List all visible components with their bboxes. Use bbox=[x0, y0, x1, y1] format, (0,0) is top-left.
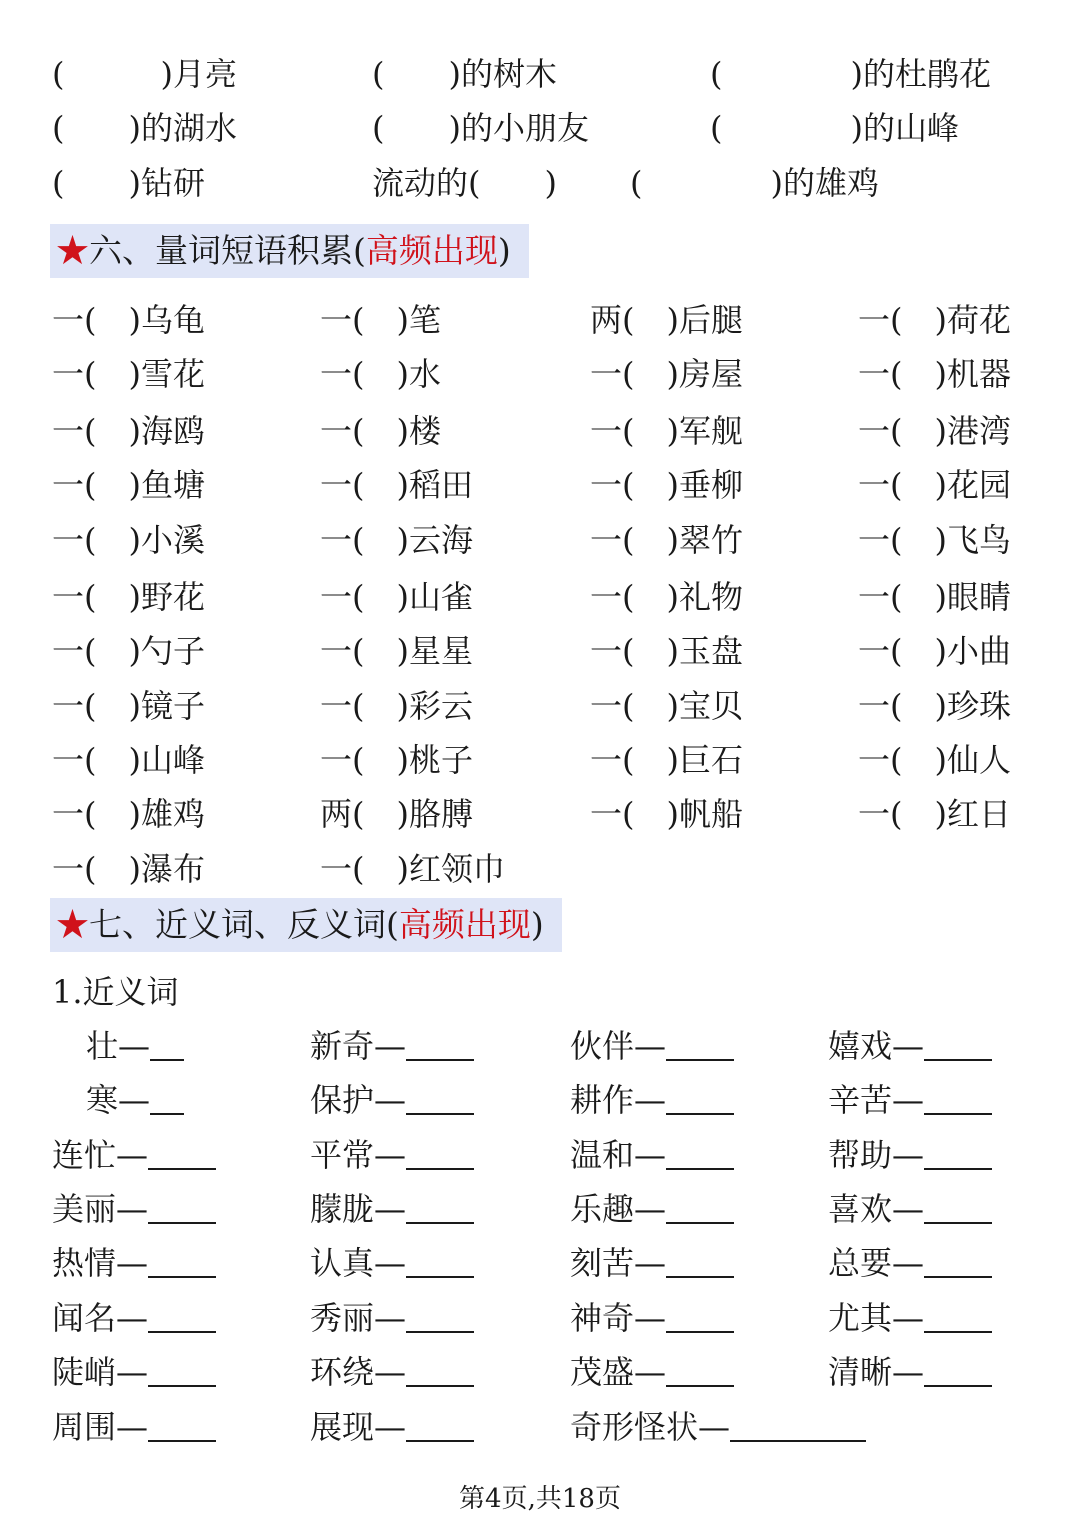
synonym-word: 乐趣— bbox=[570, 1190, 667, 1228]
synonym-item bbox=[828, 1236, 992, 1290]
answer-blank[interactable] bbox=[924, 1138, 992, 1170]
answer-blank[interactable] bbox=[406, 1301, 474, 1333]
synonym-row bbox=[0, 1400, 1080, 1454]
adj-row bbox=[0, 47, 1080, 101]
measure-row bbox=[0, 347, 1080, 401]
answer-blank[interactable] bbox=[666, 1138, 734, 1170]
measure-row bbox=[0, 404, 1080, 458]
synonym-item bbox=[310, 1182, 474, 1236]
measure-item: 一( )楼 bbox=[320, 412, 441, 450]
synonym-row bbox=[0, 1182, 1080, 1236]
measure-item: 一( )帆船 bbox=[590, 795, 743, 833]
synonym-item bbox=[828, 1073, 992, 1127]
synonym-item bbox=[52, 1291, 216, 1345]
star-icon: ★ bbox=[56, 231, 89, 270]
answer-blank[interactable] bbox=[150, 1029, 184, 1061]
synonym-item bbox=[310, 1019, 474, 1073]
heading-highlight: 高频出现 bbox=[365, 231, 498, 270]
measure-row bbox=[0, 293, 1080, 347]
synonym-word: 寒— bbox=[86, 1081, 151, 1119]
synonym-item bbox=[570, 1400, 866, 1454]
heading-title: 六、量词短语积累( bbox=[89, 231, 366, 270]
fill-item: ( )的杜鹃花 bbox=[710, 55, 991, 93]
synonym-item bbox=[86, 1019, 184, 1073]
measure-item: 一( )珍珠 bbox=[858, 687, 1011, 725]
synonym-item bbox=[52, 1345, 216, 1399]
synonym-word: 热情— bbox=[52, 1244, 149, 1282]
measure-item: 一( )勺子 bbox=[52, 632, 205, 670]
measure-item: 一( )星星 bbox=[320, 632, 473, 670]
synonym-word: 茂盛— bbox=[570, 1353, 667, 1391]
synonym-word: 清晰— bbox=[828, 1353, 925, 1391]
synonym-word: 嬉戏— bbox=[828, 1027, 925, 1065]
measure-item: 一( )机器 bbox=[858, 355, 1011, 393]
measure-item: 一( )巨石 bbox=[590, 741, 743, 779]
adj-row bbox=[0, 156, 1080, 210]
section-seven-heading bbox=[50, 898, 562, 952]
heading-highlight: 高频出现 bbox=[398, 905, 531, 944]
measure-item: 两( )后腿 bbox=[590, 301, 743, 339]
fill-item: 流动的( ) bbox=[372, 164, 557, 202]
synonyms-label: 1.近义词 bbox=[52, 973, 179, 1011]
synonym-word: 环绕— bbox=[310, 1353, 407, 1391]
measure-item: 一( )宝贝 bbox=[590, 687, 743, 725]
answer-blank[interactable] bbox=[406, 1138, 474, 1170]
measure-item: 一( )雄鸡 bbox=[52, 795, 205, 833]
fill-item: ( )的湖水 bbox=[52, 109, 237, 147]
fill-item: ( )的山峰 bbox=[710, 109, 959, 147]
answer-blank[interactable] bbox=[666, 1246, 734, 1278]
synonym-item bbox=[570, 1345, 734, 1399]
measure-item: 一( )彩云 bbox=[320, 687, 473, 725]
heading-close: ) bbox=[497, 231, 511, 270]
answer-blank[interactable] bbox=[150, 1083, 184, 1115]
measure-item: 一( )海鸥 bbox=[52, 412, 205, 450]
adj-row bbox=[0, 101, 1080, 155]
answer-blank[interactable] bbox=[406, 1083, 474, 1115]
synonym-item bbox=[52, 1236, 216, 1290]
synonym-item bbox=[52, 1182, 216, 1236]
heading-title: 七、近义词、反义词( bbox=[89, 905, 399, 944]
star-icon: ★ bbox=[56, 905, 89, 944]
measure-item: 一( )瀑布 bbox=[52, 850, 205, 888]
answer-blank[interactable] bbox=[666, 1301, 734, 1333]
synonym-word: 认真— bbox=[310, 1244, 407, 1282]
synonym-item bbox=[310, 1400, 474, 1454]
synonym-word: 壮— bbox=[86, 1027, 151, 1065]
measure-row bbox=[0, 458, 1080, 512]
synonym-word: 秀丽— bbox=[310, 1299, 407, 1337]
measure-item: 一( )礼物 bbox=[590, 578, 743, 616]
measure-item: 一( )稻田 bbox=[320, 466, 473, 504]
answer-blank[interactable] bbox=[666, 1192, 734, 1224]
fill-item: ( )月亮 bbox=[52, 55, 237, 93]
synonym-item bbox=[828, 1019, 992, 1073]
synonym-item bbox=[828, 1128, 992, 1182]
synonym-word: 神奇— bbox=[570, 1299, 667, 1337]
synonym-row bbox=[0, 1128, 1080, 1182]
synonym-row bbox=[0, 1291, 1080, 1345]
measure-item: 一( )桃子 bbox=[320, 741, 473, 779]
measure-item: 一( )山峰 bbox=[52, 741, 205, 779]
answer-blank[interactable] bbox=[148, 1192, 216, 1224]
answer-blank[interactable] bbox=[406, 1355, 474, 1387]
measure-row bbox=[0, 513, 1080, 567]
synonym-row bbox=[0, 1236, 1080, 1290]
measure-row bbox=[0, 679, 1080, 733]
measure-item: 一( )山雀 bbox=[320, 578, 473, 616]
measure-item: 一( )飞鸟 bbox=[858, 521, 1011, 559]
measure-item: 一( )雪花 bbox=[52, 355, 205, 393]
synonym-word: 美丽— bbox=[52, 1190, 149, 1228]
synonym-word: 平常— bbox=[310, 1136, 407, 1174]
synonym-row bbox=[0, 1073, 1080, 1127]
synonym-word: 新奇— bbox=[310, 1027, 407, 1065]
measure-row bbox=[0, 570, 1080, 624]
measure-item: 两( )胳膊 bbox=[320, 795, 473, 833]
synonym-item bbox=[310, 1073, 474, 1127]
synonym-item bbox=[570, 1019, 734, 1073]
synonym-item bbox=[310, 1236, 474, 1290]
answer-blank[interactable] bbox=[924, 1029, 992, 1061]
answer-blank[interactable] bbox=[148, 1355, 216, 1387]
measure-item: 一( )港湾 bbox=[858, 412, 1011, 450]
measure-item: 一( )玉盘 bbox=[590, 632, 743, 670]
measure-item: 一( )荷花 bbox=[858, 301, 1011, 339]
fill-item: ( )的雄鸡 bbox=[630, 164, 879, 202]
synonym-word: 奇形怪状— bbox=[570, 1408, 731, 1446]
measure-item: 一( )翠竹 bbox=[590, 521, 743, 559]
synonym-row bbox=[0, 1345, 1080, 1399]
measure-item: 一( )眼睛 bbox=[858, 578, 1011, 616]
measure-item: 一( )鱼塘 bbox=[52, 466, 205, 504]
measure-item: 一( )垂柳 bbox=[590, 466, 743, 504]
synonym-item bbox=[52, 1400, 216, 1454]
synonym-word: 刻苦— bbox=[570, 1244, 667, 1282]
measure-item: 一( )野花 bbox=[52, 578, 205, 616]
heading-close: ) bbox=[530, 905, 544, 944]
answer-blank[interactable] bbox=[730, 1410, 866, 1442]
answer-blank[interactable] bbox=[406, 1410, 474, 1442]
synonym-item bbox=[310, 1291, 474, 1345]
measure-row bbox=[0, 787, 1080, 841]
synonym-word: 尤其— bbox=[828, 1299, 925, 1337]
answer-blank[interactable] bbox=[406, 1029, 474, 1061]
synonym-word: 周围— bbox=[52, 1408, 149, 1446]
answer-blank[interactable] bbox=[666, 1355, 734, 1387]
answer-blank[interactable] bbox=[406, 1246, 474, 1278]
synonym-item bbox=[828, 1345, 992, 1399]
synonym-item bbox=[570, 1182, 734, 1236]
measure-item: 一( )房屋 bbox=[590, 355, 743, 393]
synonym-item bbox=[570, 1236, 734, 1290]
synonym-word: 保护— bbox=[310, 1081, 407, 1119]
synonym-item bbox=[310, 1128, 474, 1182]
measure-item: 一( )军舰 bbox=[590, 412, 743, 450]
synonym-item bbox=[52, 1128, 216, 1182]
synonym-item bbox=[570, 1128, 734, 1182]
synonym-row bbox=[0, 1019, 1080, 1073]
measure-item: 一( )红日 bbox=[858, 795, 1011, 833]
synonym-item bbox=[310, 1345, 474, 1399]
answer-blank[interactable] bbox=[666, 1083, 734, 1115]
synonym-item bbox=[570, 1073, 734, 1127]
measure-item: 一( )小溪 bbox=[52, 521, 205, 559]
measure-item: 一( )红领巾 bbox=[320, 850, 505, 888]
measure-item: 一( )云海 bbox=[320, 521, 473, 559]
synonym-word: 总要— bbox=[828, 1244, 925, 1282]
measure-item: 一( )镜子 bbox=[52, 687, 205, 725]
measure-item: 一( )笔 bbox=[320, 301, 441, 339]
measure-row bbox=[0, 733, 1080, 787]
measure-item: 一( )水 bbox=[320, 355, 441, 393]
answer-blank[interactable] bbox=[924, 1246, 992, 1278]
fill-item: ( )钻研 bbox=[52, 164, 205, 202]
synonym-word: 辛苦— bbox=[828, 1081, 925, 1119]
fill-item: ( )的树木 bbox=[372, 55, 557, 93]
answer-blank[interactable] bbox=[148, 1138, 216, 1170]
answer-blank[interactable] bbox=[924, 1083, 992, 1115]
answer-blank[interactable] bbox=[148, 1410, 216, 1442]
synonym-word: 温和— bbox=[570, 1136, 667, 1174]
synonym-item bbox=[828, 1182, 992, 1236]
synonym-word: 喜欢— bbox=[828, 1190, 925, 1228]
synonym-word: 朦胧— bbox=[310, 1190, 407, 1228]
synonym-word: 展现— bbox=[310, 1408, 407, 1446]
synonym-word: 闻名— bbox=[52, 1299, 149, 1337]
answer-blank[interactable] bbox=[148, 1246, 216, 1278]
measure-item: 一( )小曲 bbox=[858, 632, 1011, 670]
measure-item: 一( )乌龟 bbox=[52, 301, 205, 339]
measure-item: 一( )花园 bbox=[858, 466, 1011, 504]
synonym-item bbox=[828, 1291, 992, 1345]
synonym-word: 陡峭— bbox=[52, 1353, 149, 1391]
fill-item: ( )的小朋友 bbox=[372, 109, 589, 147]
synonym-item bbox=[86, 1073, 184, 1127]
synonym-word: 连忙— bbox=[52, 1136, 149, 1174]
answer-blank[interactable] bbox=[148, 1301, 216, 1333]
answer-blank[interactable] bbox=[924, 1301, 992, 1333]
synonym-word: 耕作— bbox=[570, 1081, 667, 1119]
synonym-word: 帮助— bbox=[828, 1136, 925, 1174]
synonym-word: 伙伴— bbox=[570, 1027, 667, 1065]
answer-blank[interactable] bbox=[666, 1029, 734, 1061]
measure-row bbox=[0, 842, 1080, 896]
section-six-heading bbox=[50, 224, 529, 278]
answer-blank[interactable] bbox=[924, 1355, 992, 1387]
answer-blank[interactable] bbox=[406, 1192, 474, 1224]
measure-item: 一( )仙人 bbox=[858, 741, 1011, 779]
page-footer: 第4页,共18页 bbox=[459, 1484, 621, 1514]
measure-row bbox=[0, 624, 1080, 678]
answer-blank[interactable] bbox=[924, 1192, 992, 1224]
synonym-item bbox=[570, 1291, 734, 1345]
